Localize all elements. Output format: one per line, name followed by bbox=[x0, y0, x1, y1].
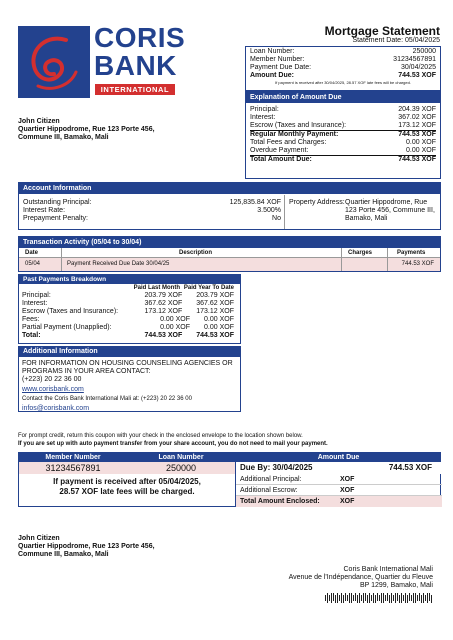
coupon-member-label: Member Number bbox=[45, 454, 101, 461]
coupon-due-by: Due By: 30/04/2025 744.53 XOF bbox=[235, 462, 442, 474]
payment-coupon bbox=[18, 452, 441, 507]
col-date: Date bbox=[25, 250, 39, 256]
past-total-row: Total: 744.53 XOF 744.53 XOF bbox=[22, 332, 234, 339]
customer-addr1: Quartier Hippodrome, Rue 123 Porte 456, bbox=[18, 126, 155, 133]
remit-name: John Citizen bbox=[18, 535, 60, 542]
explanation-row: Interest: 367.02 XOF bbox=[250, 114, 436, 121]
logo-swirl-icon bbox=[18, 26, 90, 98]
bank-address-street: Avenue de l'Indépendance, Quartier du Fleuve bbox=[288, 574, 433, 581]
account-info-header: Account Information bbox=[19, 183, 440, 194]
postal-barcode bbox=[325, 593, 433, 603]
contact-line: Contact the Coris Bank International Mali at: (+223) 20 22 36 00 bbox=[22, 396, 192, 402]
transaction-activity-box bbox=[18, 236, 441, 272]
summary-row: Loan Number: 250000 bbox=[250, 48, 436, 55]
explanation-row: Regular Monthly Payment: 744.53 XOF bbox=[250, 131, 436, 138]
account-info-box bbox=[18, 182, 441, 230]
past-payments-header: Past Payments Breakdown bbox=[19, 275, 240, 284]
col-charges: Charges bbox=[348, 250, 373, 256]
coupon-total-enclosed[interactable]: Total Amount Enclosed: XOF bbox=[236, 496, 442, 507]
explanation-row: Escrow (Taxes and Insurance): 173.12 XOF bbox=[250, 122, 436, 129]
statement-title: Mortgage Statement bbox=[324, 24, 440, 38]
col-description: Description bbox=[179, 250, 213, 256]
transaction-header: Transaction Activity (05/04 to 30/04) bbox=[19, 237, 440, 248]
email-link[interactable]: infos@corisbank.com bbox=[22, 405, 90, 412]
explanation-row: Principal: 204.39 XOF bbox=[250, 106, 436, 113]
statement-date: Statement Date: 05/04/2025 bbox=[352, 37, 440, 44]
customer-address bbox=[18, 118, 155, 142]
summary-row: Member Number: 31234567891 bbox=[250, 56, 436, 63]
coupon-amount-label: Amount Due bbox=[317, 454, 360, 461]
counseling-line2: PROGRAMS IN YOUR AREA CONTACT: bbox=[22, 368, 151, 375]
website-link[interactable]: www.corisbank.com bbox=[22, 386, 84, 393]
past-row: Escrow (Taxes and Insurance): 173.12 XOF 173.12 XOF bbox=[22, 308, 234, 315]
past-col-ytd: Paid Year To Date bbox=[183, 285, 234, 291]
coupon-extra-row[interactable]: Additional Principal: XOF bbox=[236, 474, 442, 485]
customer-name: John Citizen bbox=[18, 118, 60, 125]
past-payments-box bbox=[18, 274, 241, 344]
coupon-loan-value: 250000 bbox=[165, 463, 197, 473]
logo-text-international: INTERNATIONAL bbox=[95, 84, 175, 95]
transaction-columns bbox=[19, 248, 440, 258]
remit-address bbox=[18, 535, 155, 559]
logo-text-bank: BANK bbox=[94, 50, 177, 81]
counseling-phone: (+223) 20 22 36 00 bbox=[22, 376, 82, 383]
coupon-instruction-bold: If you are set up with auto payment transfer from your share account, you do not need to mail your payment. bbox=[18, 441, 328, 447]
bank-logo bbox=[18, 22, 186, 98]
explanation-header: Explanation of Amount Due bbox=[246, 92, 440, 103]
explanation-row: Total Fees and Charges: 0.00 XOF bbox=[250, 139, 436, 146]
explanation-row: Overdue Payment: 0.00 XOF bbox=[250, 147, 436, 154]
logo-text-coris: CORIS bbox=[94, 22, 186, 53]
additional-info-header: Additional Information bbox=[19, 347, 240, 357]
coupon-loan-label: Loan Number bbox=[158, 454, 204, 461]
logo-emblem bbox=[18, 26, 90, 98]
additional-info-box bbox=[18, 346, 241, 412]
past-row: Principal: 203.79 XOF 203.79 XOF bbox=[22, 292, 234, 299]
coupon-member-value: 31234567891 bbox=[45, 463, 101, 473]
past-col-last-month: Paid Last Month bbox=[133, 285, 180, 291]
late-fee-note: If payment is received after 30/04/2025, 28.57 XOF late fees will be charged. bbox=[275, 80, 411, 85]
table-row: 05/04 Payment Received Due Date 30/04/25 744.53 XOF bbox=[19, 258, 440, 271]
col-payments: Payments bbox=[397, 250, 426, 256]
summary-box bbox=[245, 46, 441, 91]
past-row: Interest: 367.62 XOF 367.62 XOF bbox=[22, 300, 234, 307]
amount-due-row: Amount Due: 744.53 XOF bbox=[250, 72, 436, 79]
account-row: Outstanding Principal: 125,835.84 XOF bbox=[23, 199, 281, 206]
counseling-line1: FOR INFORMATION ON HOUSING COUNSELING AGENCIES OR bbox=[22, 360, 233, 367]
account-row: Prepayment Penalty: No bbox=[23, 215, 281, 222]
customer-addr2: Commune III, Bamako, Mali bbox=[18, 134, 109, 141]
past-row: Fees: 0.00 XOF 0.00 XOF bbox=[22, 316, 234, 323]
coupon-late-fee: If payment is received after 05/04/2025, 28.57 XOF late fees will be charged. bbox=[53, 477, 201, 496]
bank-address bbox=[230, 566, 433, 590]
past-row: Partial Payment (Unapplied): 0.00 XOF 0.00 XOF bbox=[22, 324, 234, 331]
bank-address-po: BP 1299, Bamako, Mali bbox=[359, 582, 433, 589]
property-address: Quartier Hippodrome, Rue 123 Porte 456, Commune III, Bamako, Mali bbox=[345, 199, 435, 222]
coupon-instruction: For prompt credit, return this coupon with your check in the enclosed envelope to the location shown below. bbox=[18, 433, 303, 439]
explanation-total-row: Total Amount Due: 744.53 XOF bbox=[250, 156, 436, 163]
explanation-box bbox=[245, 91, 441, 179]
bank-address-name: Coris Bank International Mali bbox=[343, 566, 433, 573]
remit-addr1: Quartier Hippodrome, Rue 123 Porte 456, bbox=[18, 543, 155, 550]
summary-row: Payment Due Date: 30/04/2025 bbox=[250, 64, 436, 71]
coupon-extra-row[interactable]: Additional Escrow: XOF bbox=[236, 485, 442, 496]
property-address-label: Property Address: bbox=[289, 199, 345, 206]
account-row: Interest Rate: 3.500% bbox=[23, 207, 281, 214]
remit-addr2: Commune III, Bamako, Mali bbox=[18, 551, 109, 558]
